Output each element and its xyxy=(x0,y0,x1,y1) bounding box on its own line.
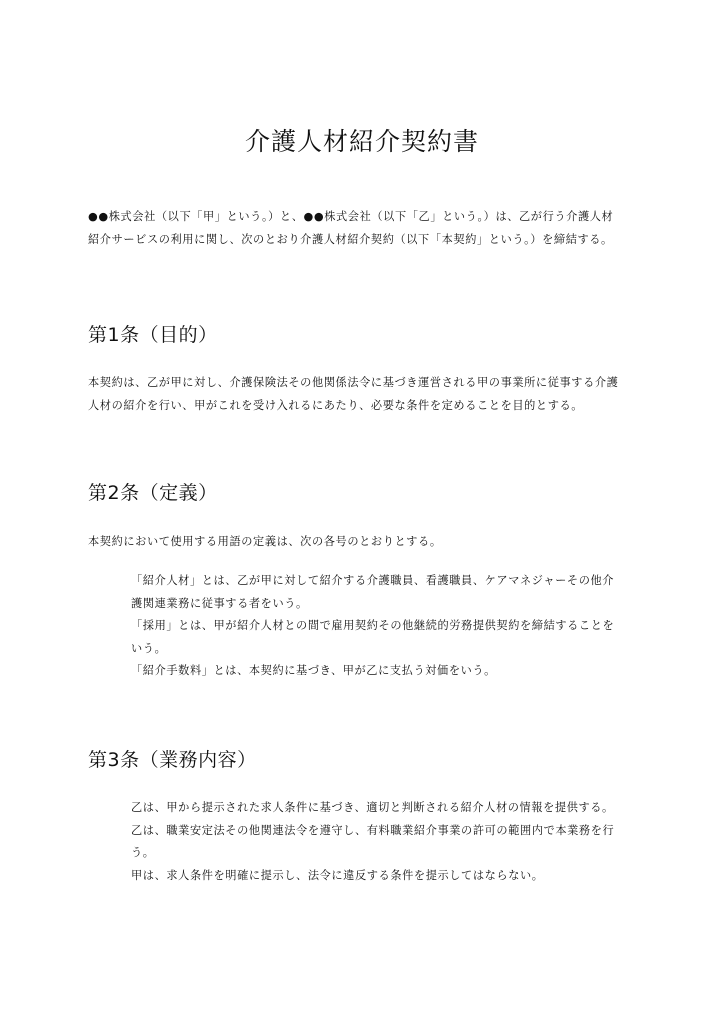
article-1-body xyxy=(88,371,648,417)
definition-item: 「紹介人材」とは、乙が甲に対して紹介する介護職員、看護職員、ケアマネジャーその他介 xyxy=(131,574,615,587)
article-3-items-list xyxy=(131,797,651,887)
preamble-line: 紹介サービスの利用に関し、次のとおり介護人材紹介契約（以下「本契約」という。）を締結する。 xyxy=(88,233,613,246)
article-3-item: 乙は、甲から提示された求人条件に基づき、適切と判断される紹介人材の情報を提供する。 xyxy=(131,801,614,814)
definition-item: 「紹介手数料」とは、本契約に基づき、甲が乙に支払う対価をいう。 xyxy=(131,664,496,677)
article-1-body-line: 人材の紹介を行い、甲がこれを受け入れるにあたり、必要な条件を定めることを目的とする。 xyxy=(88,399,584,412)
article-2-definitions-list xyxy=(131,570,651,683)
article-3-heading: 第3条（業務内容） xyxy=(88,749,257,771)
document-title: 介護人材紹介契約書 xyxy=(244,127,479,156)
article-3-item: 乙は、職業安定法その他関連法令を遵守し、有料職業紹介事業の許可の範囲内で本業務を行 xyxy=(131,823,615,837)
definition-item: 「採用」とは、甲が紹介人材との間で雇用契約その他継続的労務提供契約を締結することを xyxy=(131,619,615,632)
article-1-heading: 第1条（目的） xyxy=(88,324,218,346)
article-3-item: 甲は、求人条件を明確に提示し、法令に違反する条件を提示してはならない。 xyxy=(131,868,544,882)
definition-item-continuation: いう。 xyxy=(131,641,167,655)
article-1-body-line: 本契約は、乙が甲に対し、介護保険法その他関係法令に基づき運営される甲の事業所に従事する介護 xyxy=(88,376,619,389)
preamble-line: ●●株式会社（以下「甲」という。）と、●●株式会社（以下「乙」という。）は、乙が行う介護人材 xyxy=(88,210,614,223)
article-2-body-line: 本契約において使用する用語の定義は、次の各号のとおりとする。 xyxy=(88,535,442,548)
article-2-body xyxy=(88,530,648,553)
article-3-item-continuation: う。 xyxy=(131,846,155,859)
definition-item-continuation: 護関連業務に従事する者をいう。 xyxy=(131,596,308,610)
preamble xyxy=(88,205,648,251)
article-2-heading: 第2条（定義） xyxy=(88,482,218,504)
